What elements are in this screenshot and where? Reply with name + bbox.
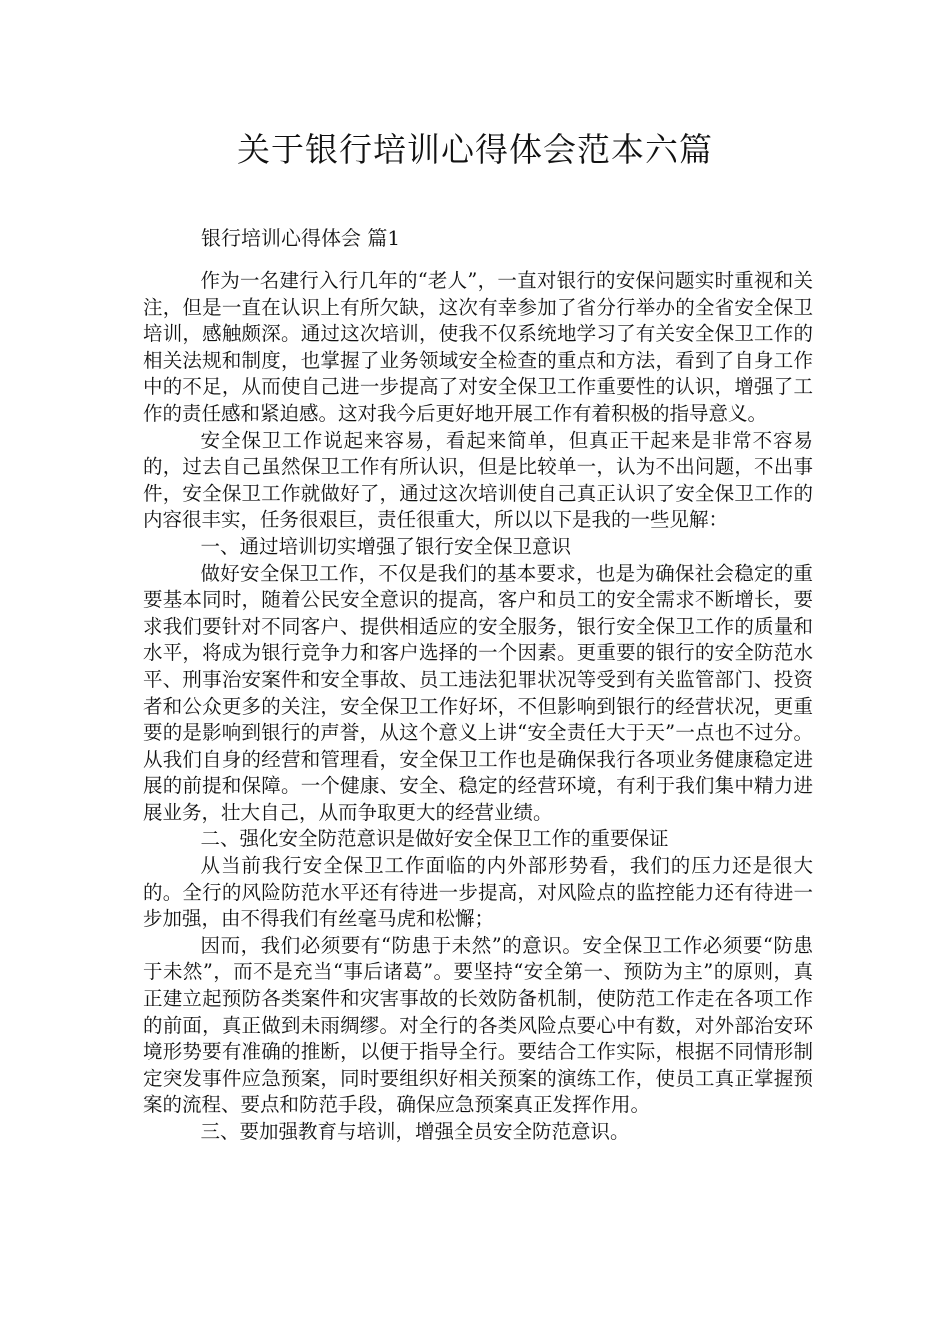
section-heading: 二、强化安全防范意识是做好安全保卫工作的重要保证	[200, 827, 669, 851]
section-subtitle: 银行培训心得体会 篇1	[201, 226, 401, 250]
document-body	[143, 268, 813, 1146]
paragraph: 做好安全保卫工作，不仅是我们的基本要求，也是为确保社会稳定的重要基本同时，随着公民安全意识的提高，客户和员工的安全需求不断增长，要求我们要针对不同客户、提供相适应的安全服务，银行安全保卫工作的质量和水平，将成为银行竞争力和客户选择的一个因素。更重要的银行的安全防范水平、刑事治安案件和安全事故、员工违法犯罪状况等受到有关监管部门、投资者和公众更多的关注，安全保卫工作好坏，不但影响到银行的经营状况，更重要的是影响到银行的声誉，从这个意义上讲“安全责任大于天”一点也不过分。从我们自身的经营和管理看，安全保卫工作也是确保我行各项业务健康稳定进展的前提和保障。一个健康、安全、稳定的经营环境，有利于我们集中精力进展业务，壮大自己，从而争取更大的经营业绩。	[143, 561, 813, 824]
section-heading: 一、通过培训切实增强了银行安全保卫意识	[200, 534, 572, 558]
paragraph: 安全保卫工作说起来容易，看起来简单，但真正干起来是非常不容易的，过去自己虽然保卫工作有所认识，但是比较单一，认为不出问题，不出事件，安全保卫工作就做好了，通过这次培训使自己真正认识了安全保卫工作的内容很丰实，任务很艰巨，责任很重大，所以以下是我的一些见解：	[143, 428, 813, 532]
paragraph: 因而，我们必须要有“防患于未然”的意识。安全保卫工作必须要“防患于未然”，而不是充当“事后诸葛”。要坚持“安全第一、预防为主”的原则，真正建立起预防各类案件和灾害事故的长效防备机制，使防范工作走在各项工作的前面，真正做到未雨绸缪。对全行的各类风险点要心中有数，对外部治安环境形势要有准确的推断，以便于指导全行。要结合工作实际，根据不同情形制定突发事件应急预案，同时要组织好相关预案的演练工作，使员工真正掌握预案的流程、要点和防范手段，确保应急预案真正发挥作用。	[143, 933, 813, 1117]
section-heading: 三、要加强教育与培训，增强全员安全防范意识。	[200, 1120, 630, 1143]
paragraph: 作为一名建行入行几年的“老人”，一直对银行的安保问题实时重视和关注，但是一直在认识上有所欠缺，这次有幸参加了省分行举办的全省安全保卫培训，感触颇深。通过这次培训，使我不仅系统地学习了有关安全保卫工作的相关法规和制度，也掌握了业务领域安全检查的重点和方法，看到了自身工作中的不足，从而使自己进一步提高了对安全保卫工作重要性的认识，增强了工作的责任感和紧迫感。这对我今后更好地开展工作有着积极的指导意义。	[143, 269, 813, 425]
paragraph: 从当前我行安全保卫工作面临的内外部形势看，我们的压力还是很大的。全行的风险防范水平还有待进一步提高，对风险点的监控能力还有待进一步加强，由不得我们有丝毫马虎和松懈；	[143, 854, 813, 931]
page-title: 关于银行培训心得体会范本六篇	[237, 130, 713, 169]
